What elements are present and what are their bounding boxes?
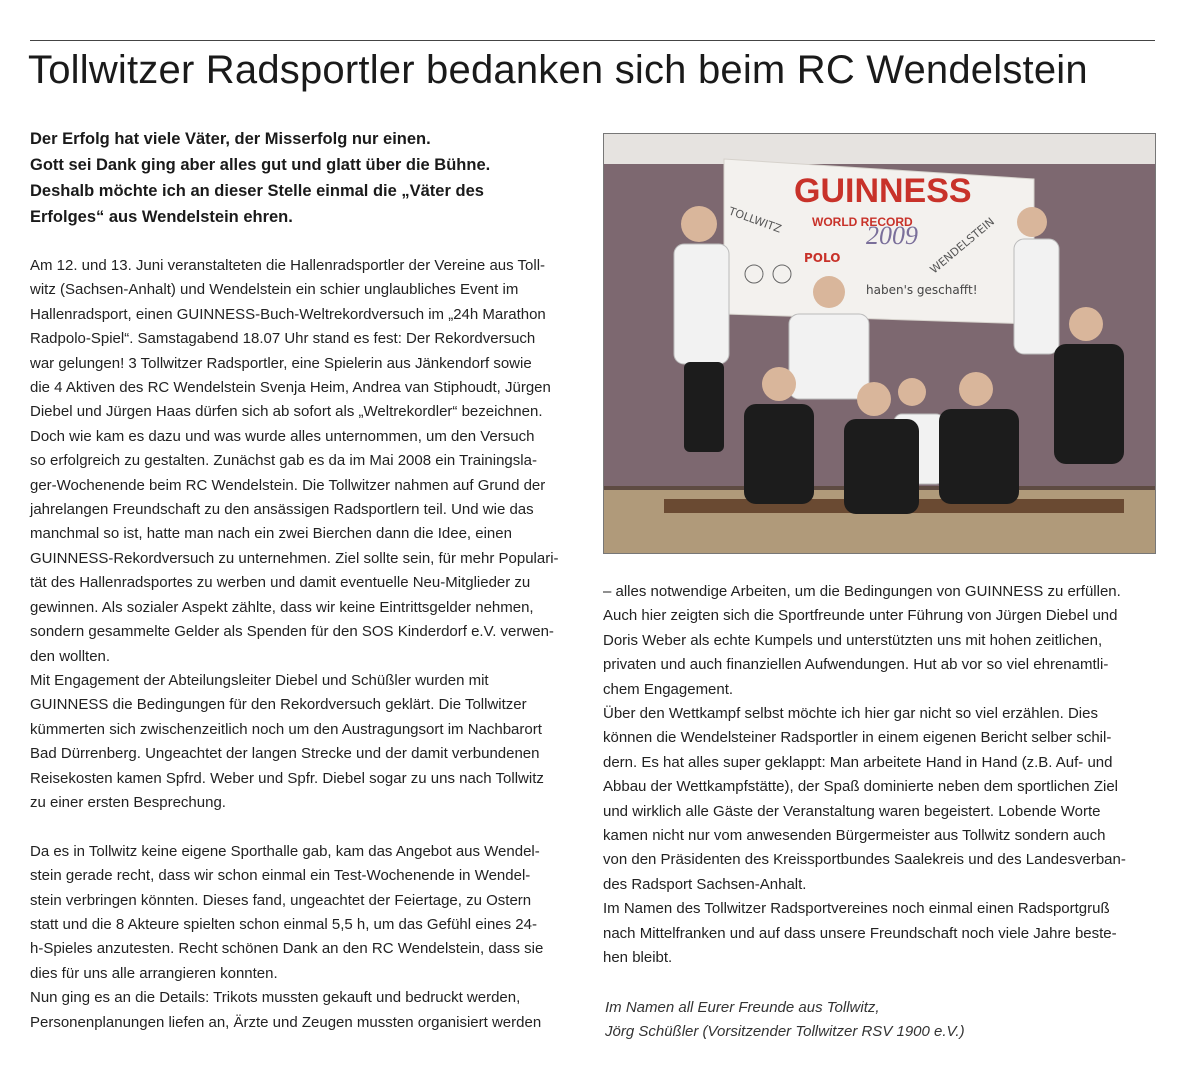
text-line: Nun ging es an die Details: Trikots mussten gekauft und bedruckt werden, xyxy=(30,989,521,1007)
text-line: GUINNESS-Rekordversuch zu unternehmen. Ziel sollte sein, für mehr Populari- xyxy=(30,549,559,567)
text-line: jahrelangen Freundschaft zu den ansässigen Radsportlern teil. Und wie das xyxy=(30,501,534,519)
article-column-right xyxy=(603,580,1158,971)
text-line: die 4 Aktiven des RC Wendelstein Svenja Heim, Andrea van Stiphoudt, Jürgen xyxy=(30,379,551,397)
banner-message: haben's geschafft! xyxy=(866,283,978,297)
text-line: Radpolo-Spiel“. Samstagabend 18.07 Uhr stand es fest: Der Rekordversuch xyxy=(30,330,536,348)
text-line: Diebel und Jürgen Haas dürfen sich ab sofort als „Weltrekordler“ bezeichnen. xyxy=(30,403,543,421)
text-line: – alles notwendige Arbeiten, um die Bedingungen von GUINNESS zu erfüllen. xyxy=(603,583,1121,600)
signature-line: Im Namen all Eurer Freunde aus Tollwitz, xyxy=(605,999,880,1016)
banner-polo-text: POLO xyxy=(804,251,841,265)
text-line: stein verbringen könnten. Dieses fand, ungeachtet der Feiertage, zu Ostern xyxy=(30,891,532,909)
banner-subtitle: WORLD RECORD xyxy=(812,215,913,229)
text-line: Da es in Tollwitz keine eigene Sporthalle gab, kam das Angebot aus Wendel- xyxy=(30,842,540,860)
text-line: hen bleibt. xyxy=(603,949,673,967)
text-line: den wollten. xyxy=(30,647,111,665)
text-line: Auch hier zeigten sich die Sportfreunde unter Führung von Jürgen Diebel und xyxy=(603,607,1118,625)
lead-line: Erfolges“ aus Wendelstein ehren. xyxy=(30,208,293,226)
text-line: GUINNESS die Bedingungen für den Rekordversuch geklärt. Die Tollwitzer xyxy=(30,696,527,714)
signature-line: Jörg Schüßler (Vorsitzender Tollwitzer RSV 1900 e.V.) xyxy=(605,1023,965,1040)
signature-block xyxy=(605,996,1160,1044)
text-line: können die Wendelsteiner Radsportler in einem eigenen Bericht selber schil- xyxy=(603,729,1112,747)
lead-line: Deshalb möchte ich an dieser Stelle einmal die „Väter des xyxy=(30,182,484,200)
text-line: Mit Engagement der Abteilungsleiter Diebel und Schüßler wurden mit xyxy=(30,671,489,689)
text-line: Doch wie kam es dazu und was wurde alles unternommen, um den Versuch xyxy=(30,427,535,445)
text-line: Über den Wettkampf selbst möchte ich hier gar nicht so viel erzählen. Dies xyxy=(603,705,1098,723)
text-line: privaten und auch finanziellen Aufwendungen. Hut ab vor so viel ehrenamtli- xyxy=(603,656,1109,674)
banner-right-text: WENDELSTEIN xyxy=(927,215,998,277)
text-line: chem Engagement. xyxy=(603,680,734,698)
text-line: Abbau der Wettkampfstätte), der Spaß dominierte neben dem sportlichen Ziel xyxy=(603,778,1118,796)
banner-title: GUINNESS xyxy=(794,172,972,210)
text-line: dies für uns alle arrangieren konnten. xyxy=(30,964,278,982)
paragraph-gap xyxy=(30,815,590,839)
text-line: ger-Wochenende beim RC Wendelstein. Die Tollwitzer nahmen auf Grund der xyxy=(30,476,546,494)
article-column-left xyxy=(30,254,590,1035)
text-line: war gelungen! 3 Tollwitzer Radsportler, eine Spielerin aus Jänkendorf sowie xyxy=(30,354,532,372)
text-line: stein gerade recht, dass wir schon einmal ein Test-Wochenende in Wendel- xyxy=(30,867,531,885)
text-line: zu einer ersten Besprechung. xyxy=(30,793,226,811)
top-rule xyxy=(30,40,1155,41)
text-line: des Radsport Sachsen-Anhalt. xyxy=(603,875,807,893)
text-line: gewinnen. Als sozialer Aspekt zählte, dass wir keine Eintrittsgelder nehmen, xyxy=(30,598,534,616)
text-line: nach Mittelfranken und auf dass unsere Freundschaft noch viele Jahre beste- xyxy=(603,924,1117,942)
lead-paragraph xyxy=(30,126,570,230)
text-line: Im Namen des Tollwitzer Radsportvereines noch einmal einen Radsportgruß xyxy=(603,900,1110,918)
banner-left-text: TOLLWITZ xyxy=(726,204,784,236)
banner-year: 2009 xyxy=(866,221,918,250)
text-line: statt und die 8 Akteure spielten schon einmal 5,5 h, um das Gefühl eines 24- xyxy=(30,915,537,933)
text-line: von den Präsidenten des Kreissportbundes Saalekreis und des Landesverban- xyxy=(603,851,1126,869)
text-line: kümmerten sich zwischenzeitlich noch um den Austragungsort im Nachbarort xyxy=(30,720,542,738)
text-line: Personenplanungen liefen an, Ärzte und Zeugen mussten organisiert werden xyxy=(30,1013,542,1031)
text-line: sondern gesammelte Gelder als Spenden für den SOS Kinderdorf e.V. verwen- xyxy=(30,623,554,641)
article-headline: Tollwitzer Radsportler bedanken sich beim RC Wendelstein xyxy=(28,48,1088,92)
text-line: Reisekosten kamen Spfrd. Weber und Spfr. Diebel sogar zu uns nach Tollwitz xyxy=(30,769,544,787)
text-line: so erfolgreich zu gestalten. Zunächst gab es da im Mai 2008 ein Trainingsla- xyxy=(30,452,537,470)
text-line: witz (Sachsen-Anhalt) und Wendelstein ein schier unglaubliches Event im xyxy=(30,281,519,299)
text-line: Doris Weber als echte Kumpels und unterstützten uns mit hohen zeitlichen, xyxy=(603,631,1103,649)
lead-line: Gott sei Dank ging aber alles gut und glatt über die Bühne. xyxy=(30,156,491,174)
team-photo xyxy=(603,133,1156,554)
text-line: und wirklich alle Gäste der Veranstaltung waren begeistert. Lobende Worte xyxy=(603,802,1101,820)
text-line: h-Spieles anzutesten. Recht schönen Dank an den RC Wendelstein, dass sie xyxy=(30,940,544,958)
text-line: manchmal so ist, hatte man nach ein zwei Bierchen dann die Idee, einen xyxy=(30,525,512,543)
text-line: Am 12. und 13. Juni veranstalteten die Hallenradsportler der Vereine aus Toll- xyxy=(30,257,546,274)
text-line: tät des Hallenradsportes zu werben und damit eventuelle Neu-Mitglieder zu xyxy=(30,574,531,592)
text-line: dern. Es hat alles super geklappt: Man arbeitete Hand in Hand (z.B. Auf- und xyxy=(603,753,1113,771)
text-line: Hallenradsport, einen GUINNESS-Buch-Weltrekordversuch im „24h Marathon xyxy=(30,305,546,323)
lead-line: Der Erfolg hat viele Väter, der Misserfolg nur einen. xyxy=(30,130,431,148)
text-line: kamen nicht nur vom anwesenden Bürgermeister aus Tollwitz sondern auch xyxy=(603,827,1106,845)
text-line: Bad Dürrenberg. Ungeachtet der langen Strecke und der damit verbundenen xyxy=(30,745,540,763)
